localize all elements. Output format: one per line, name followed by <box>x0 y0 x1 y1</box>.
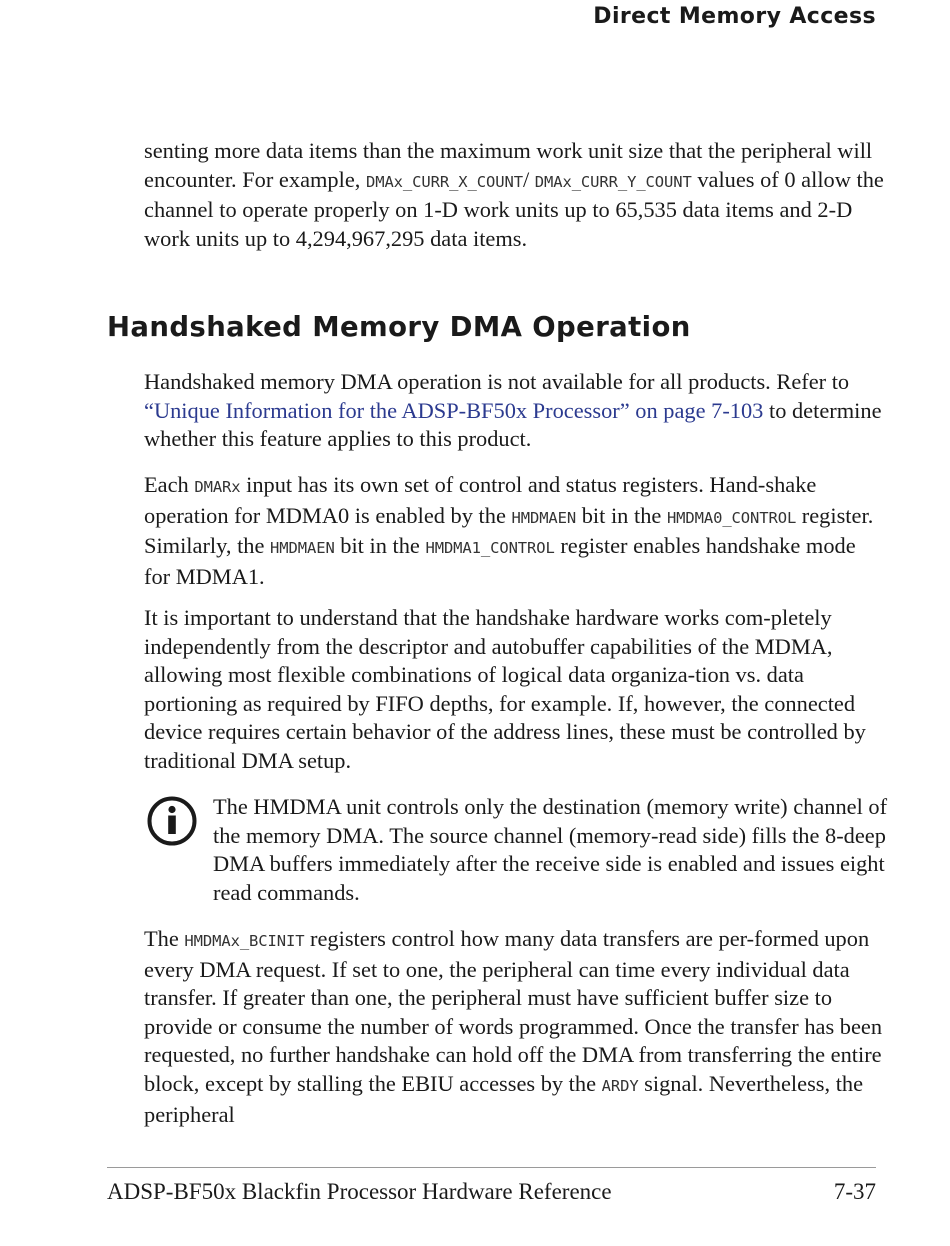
note-text: The HMDMA unit controls only the destination (memory write) channel of the memory DMA. The source channel (memory-read side) fills the 8-deep DMA buffers immediately after the receive side is enabled and issues eight read commands. <box>213 794 888 905</box>
text-span: values of 0 allow the channel to operate properly on 1-D work units up to 65,535 data items and 2-D work units up to 4,294,967,295 data items. <box>144 166 884 251</box>
register-name: DMAx_CURR_X_COUNT <box>365 172 523 191</box>
text-span: Handshaked memory DMA operation is not available for all products. Refer to <box>144 369 850 394</box>
text-span: register enables handshake mode for MDMA1. <box>144 533 856 589</box>
register-name: HMDMAx_BCINIT <box>184 932 305 950</box>
text-span: register. Similarly, the <box>144 502 874 559</box>
text-span: input has its own set of control and status registers. Hand-shake operation for MDMA0 is enabled by the <box>144 472 817 528</box>
text-span: registers control how many data transfers are per-formed upon every DMA request. If set to one, the peripheral can time every individual data transfer. If greater than one, the peripheral must have sufficient buffer size to provide or consume the number of words programmed. Once the transfer has been requested, no further handshake can hold off the DMA from transferring the entire block, except by stalling the EBIU accesses by the <box>144 926 883 1096</box>
paragraph-intro <box>144 137 884 253</box>
text-span: bit in the <box>334 533 426 559</box>
footer-divider <box>107 1167 876 1168</box>
text-span: senting more data items than the maximum work unit size that the peripheral will encounter. For example, <box>144 138 873 192</box>
register-name: HMDMAEN <box>270 539 335 558</box>
footer-book-title: ADSP-BF50x Blackfin Processor Hardware Reference <box>107 1179 612 1204</box>
text-span: / <box>522 166 535 192</box>
register-name: DMARx <box>194 478 241 496</box>
info-icon <box>146 795 198 847</box>
register-name: HMDMA0_CONTROL <box>666 508 797 527</box>
footer-page-number: 7-37 <box>833 1179 876 1204</box>
register-name: HMDMAEN <box>511 508 577 527</box>
section-heading: Handshaked Memory DMA Operation <box>107 311 691 343</box>
text-span: bit in the <box>576 502 667 528</box>
paragraph-availability <box>144 368 884 454</box>
paragraph-bcinit <box>144 925 884 1129</box>
paragraph-registers <box>144 471 884 591</box>
text-span: Each <box>144 472 195 497</box>
paragraph-independence <box>144 604 884 776</box>
running-header: Direct Memory Access <box>593 4 876 29</box>
paragraph-text: It is important to understand that the handshake hardware works com-pletely independently from the descriptor and autobuffer capabilities of the MDMA, allowing most flexible combinations of logical data organiza-tion vs. data portioning as required by FIFO depths, for example. If, however, the connected device requires certain behavior of the address lines, these must be controlled by traditional DMA setup. <box>144 605 866 773</box>
text-span: to determine whether this feature applies to this product. <box>144 397 882 452</box>
signal-name: ARDY <box>601 1076 639 1095</box>
register-name: DMAx_CURR_Y_COUNT <box>534 172 692 191</box>
text-span: signal. Nevertheless, the peripheral <box>144 1070 864 1127</box>
cross-reference-link[interactable]: “Unique Information for the ADSP-BF50x Processor” on page 7-103 <box>144 397 764 423</box>
text-span: The <box>144 926 185 951</box>
register-name: HMDMA1_CONTROL <box>425 539 555 558</box>
